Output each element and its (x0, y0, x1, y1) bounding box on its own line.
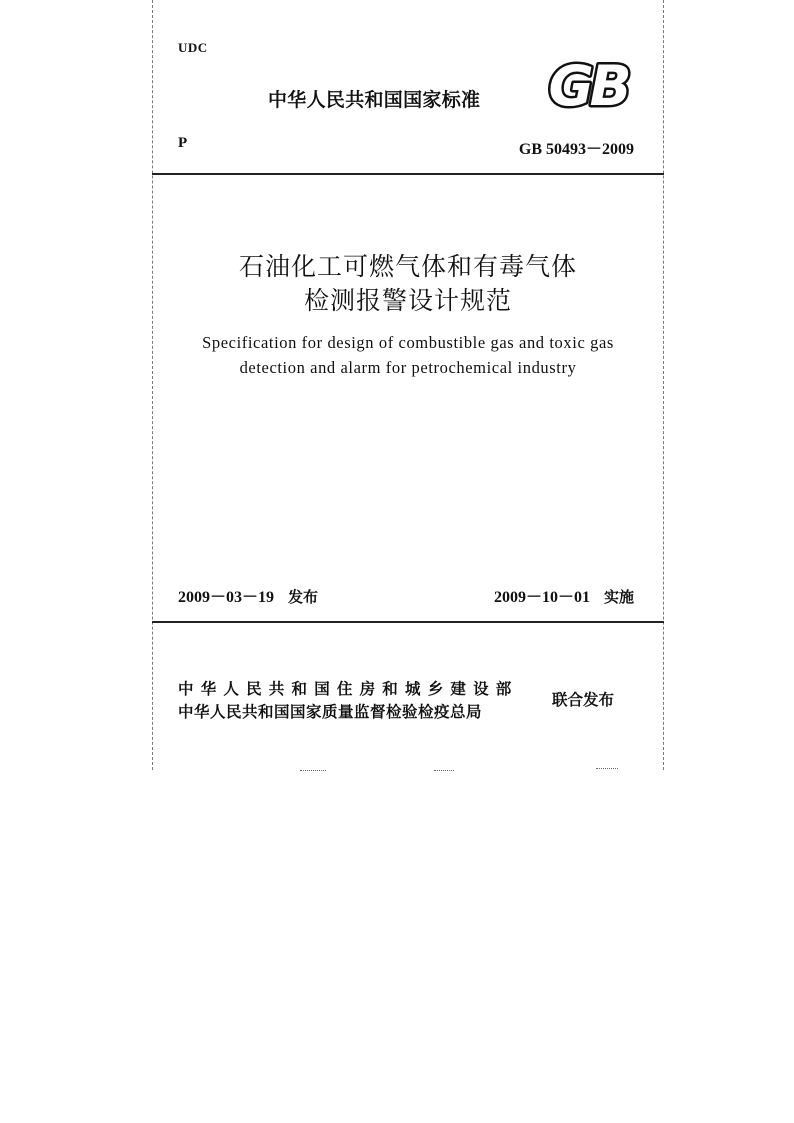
left-border-line (152, 0, 153, 770)
implement-label: 实施 (603, 588, 634, 606)
top-divider (152, 173, 664, 175)
publisher-line2: 中华人民共和国国家质量监督检验检疫总局 (178, 703, 483, 721)
gb-logo-text: GB (548, 58, 628, 110)
implement-date: 2009－10－01 (493, 589, 590, 606)
category-label: P (178, 135, 188, 151)
title-cn-line2: 检测报警设计规范 (303, 286, 512, 315)
title-en-line2: detection and alarm for petrochemical industry (239, 358, 577, 377)
issue-label: 发布 (288, 588, 319, 606)
title-en-line1: Specification for design of combustible gas and toxic gas (202, 333, 614, 352)
bottom-divider (152, 621, 664, 623)
national-standard-heading: 中华人民共和国国家标准 (268, 89, 481, 111)
right-border-line (663, 0, 664, 770)
standard-number: GB 50493－2009 (518, 141, 634, 158)
joint-issue-label: 联合发布 (552, 691, 615, 709)
scan-speck (300, 770, 326, 772)
implement-date-block (494, 584, 634, 607)
publisher-line1: 中华人民共和国住房和城乡建设部 (178, 680, 519, 698)
scan-speck (434, 770, 454, 772)
title-cn-line1: 石油化工可燃气体和有毒气体 (238, 252, 577, 281)
gb-logo (538, 58, 638, 110)
issue-date-block (178, 584, 318, 607)
scan-speck (596, 768, 618, 770)
issue-date: 2009－03－19 (178, 589, 275, 606)
udc-label: UDC (178, 40, 208, 55)
